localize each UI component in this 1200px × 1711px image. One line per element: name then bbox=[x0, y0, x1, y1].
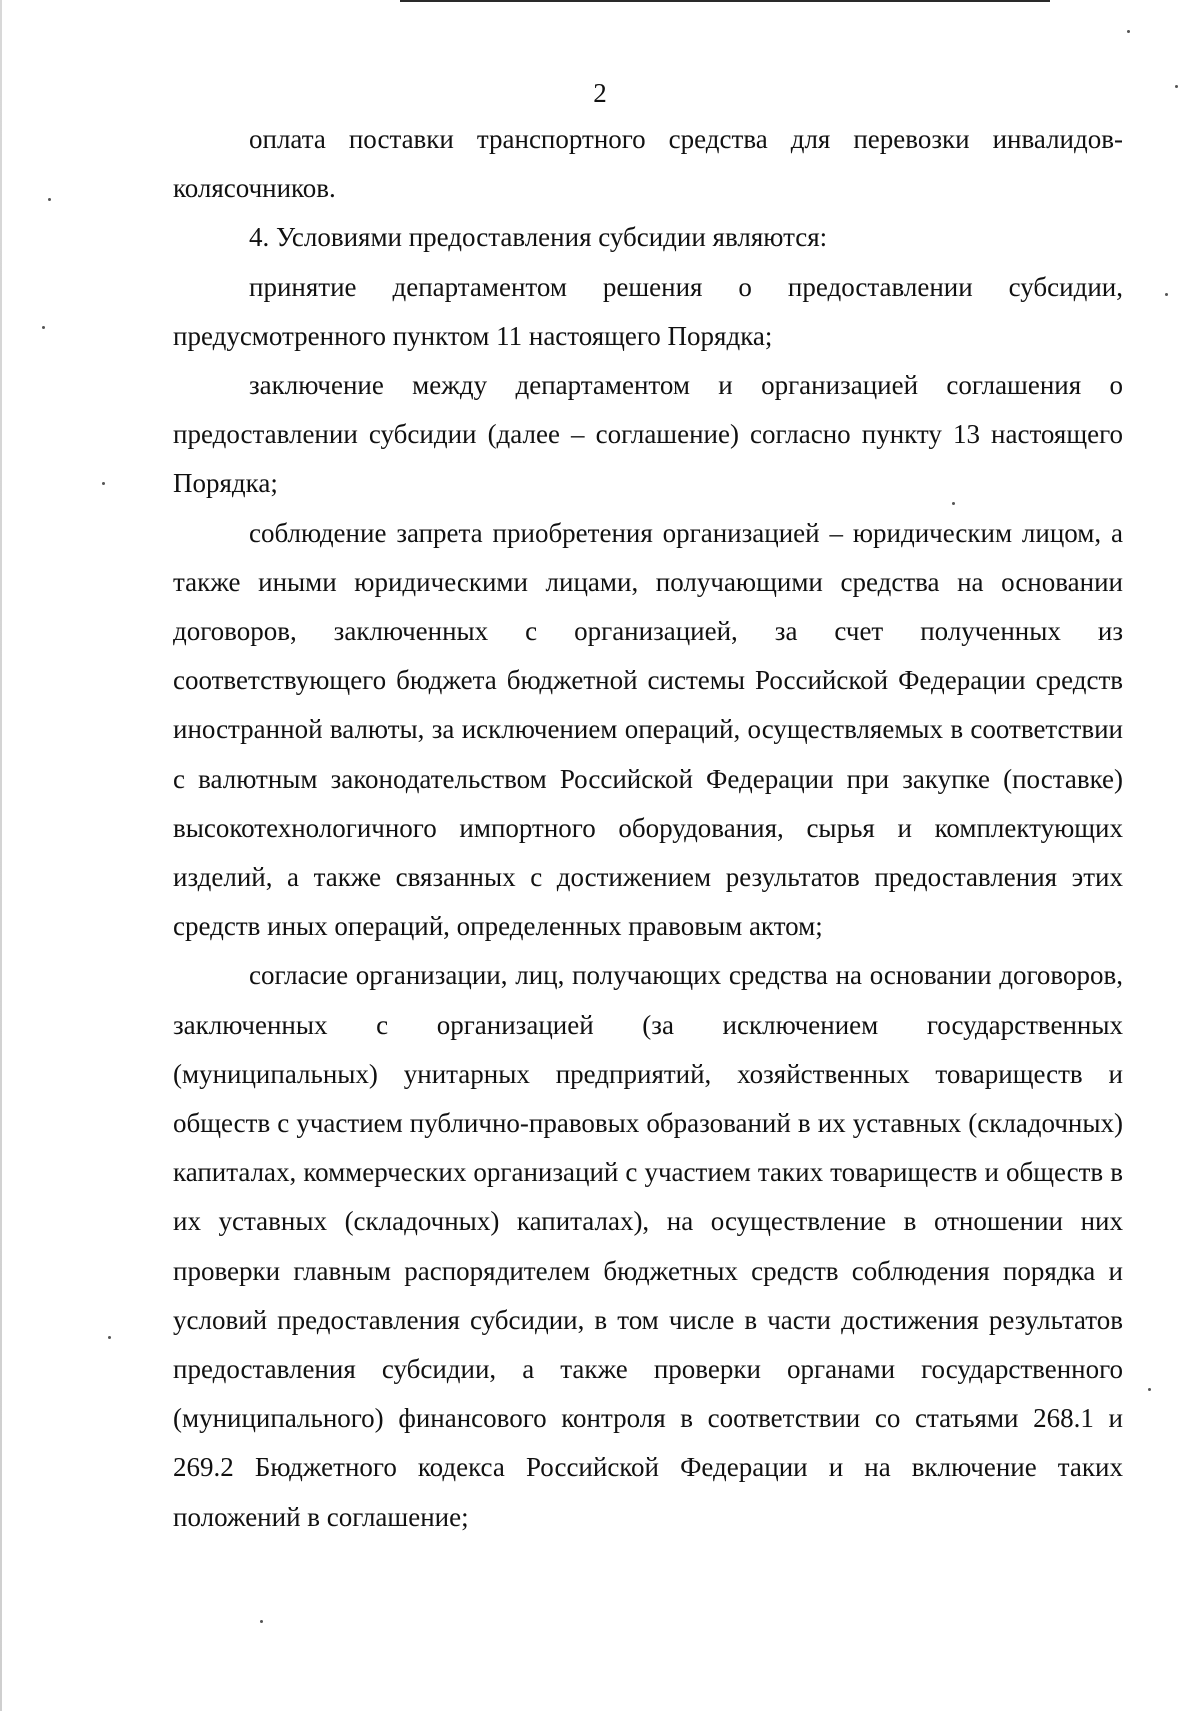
scan-speck bbox=[1165, 293, 1168, 296]
scan-speck bbox=[952, 502, 955, 505]
paragraph-inspection-consent: согласие организации, лиц, получающих средства на основании договоров, заключенных с организацией (за исключением государственных (муниципальных) унитарных предприятий, хозяйственных товариществ и обществ с участием публично-правовых образований в их уставных (складочных) капиталах, коммерческих организаций с участием таких товариществ и обществ в их уставных (складочных) капиталах), на осуществление в отношении них проверки главным распорядителем бюджетных средств соблюдения порядка и условий предоставления субсидии, в том числе в части достижения результатов предоставления субсидии, а также проверки органами государственного (муниципального) финансового контроля в соответствии со статьями 268.1 и 269.2 Бюджетного кодекса Российской Федерации и на включение таких положений в соглашение; bbox=[173, 960, 1123, 1532]
paragraph-conditions-heading: 4. Условиями предоставления субсидии являются: bbox=[249, 222, 828, 253]
scan-speck bbox=[1175, 85, 1178, 88]
document-body bbox=[173, 115, 1123, 1542]
scan-edge bbox=[0, 0, 2, 1711]
paragraph-currency-prohibition: соблюдение запрета приобретения организацией – юридическим лицом, а также иными юридическими лицами, получающими средства на основании договоров, заключенных с организацией, за счет полученных из соответствующего бюджета бюджетной системы Российской Федерации средств иностранной валюты, за исключением операций, осуществляемых в соответствии с валютным законодательством Российской Федерации при закупке (поставке) высокотехнологичного импортного оборудования, сырья и комплектующих изделий, а также связанных с достижением результатов предоставления этих средств иных операций, определенных правовым актом; bbox=[173, 517, 1123, 942]
scan-speck bbox=[102, 482, 105, 485]
scan-speck bbox=[42, 326, 45, 329]
scan-speck bbox=[1148, 1388, 1151, 1391]
scan-speck bbox=[108, 1336, 111, 1339]
scan-speck bbox=[48, 198, 51, 201]
scan-speck bbox=[1127, 30, 1130, 33]
scan-top-line bbox=[400, 0, 1050, 2]
paragraph-payment-delivery: оплата поставки транспортного средства для перевозки инвалидов-колясочников. bbox=[173, 124, 1123, 204]
scan-speck bbox=[260, 1620, 263, 1623]
paragraph-agreement: заключение между департаментом и организацией соглашения о предоставлении субсидии (далее – соглашение) согласно пункту 13 настоящего Порядка; bbox=[173, 370, 1123, 499]
page-number: 2 bbox=[593, 78, 607, 108]
paragraph-decision: принятие департаментом решения о предоставлении субсидии, предусмотренного пунктом 11 настоящего Порядка; bbox=[173, 271, 1123, 351]
